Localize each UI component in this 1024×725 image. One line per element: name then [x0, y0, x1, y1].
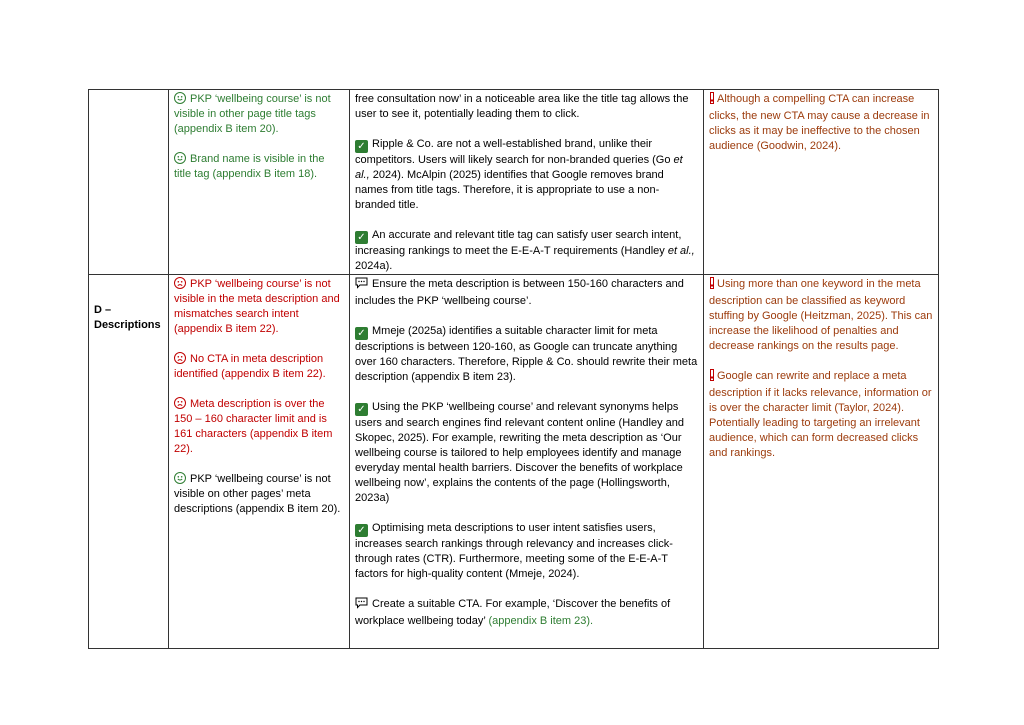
check-icon: ✓ — [355, 524, 368, 537]
issue-item: PKP ‘wellbeing course’ is not visible in the meta description and mismatches search intent (appendix B item 22). — [174, 278, 340, 335]
table-row — [89, 275, 939, 649]
recommendation-item: ✓ Using the PKP ‘wellbeing course’ and relevant synonyms helps users and search engines find relevant content online (Handley and Skopec, 2025). For example, rewriting the meta description as ‘Our wellbeing course is tailored to help employees identify and manage everyday mental health barriers. Discover the benefits of workplace wellbeing now’, explains the contents of the page (Hollingsworth, 2023a) — [355, 401, 684, 504]
recommendations-cell — [350, 90, 704, 275]
check-icon: ✓ — [355, 231, 368, 244]
issue-item: Meta description is over the 150 – 160 character limit and is 161 characters (appendix B item 22). — [174, 398, 333, 455]
issue-item: No CTA in meta description identified (appendix B item 22). — [174, 353, 326, 380]
risks-cell — [704, 90, 939, 275]
recommendation-item: ✓ Ripple & Co. are not a well-established brand, unlike their competitors. Users will likely search for non-branded queries (Go et al., 2024). McAlpin (2025) identifies that Google removes brand names from title tags. Therefore, it is appropriate to use a non-branded title. — [355, 138, 683, 211]
smile-icon — [174, 92, 186, 104]
table-row — [89, 90, 939, 275]
recommendations-cell — [350, 275, 704, 649]
exclamation-icon — [709, 369, 715, 386]
recommendation-item: ✓ An accurate and relevant title tag can satisfy user search intent, increasing rankings to meet the E-E-A-T requirements (Handley et al., 2024a). — [355, 229, 695, 272]
speech-bubble-icon — [355, 277, 368, 294]
seo-audit-table — [88, 89, 939, 649]
speech-bubble-icon — [355, 597, 368, 614]
smile-icon — [174, 152, 186, 164]
recommendation-item: free consultation now’ in a noticeable area like the title tag allows the user to see it, potentially leading them to click. — [355, 93, 689, 120]
issues-cell — [169, 275, 350, 649]
issue-item: Brand name is visible in the title tag (appendix B item 18). — [174, 153, 325, 180]
frown-icon — [174, 397, 186, 409]
exclamation-icon — [709, 277, 715, 294]
issues-cell — [169, 90, 350, 275]
smile-icon — [174, 472, 186, 484]
recommendation-item: ✓ Mmeje (2025a) identifies a suitable character limit for meta descriptions is between 120-160, as Google can truncate anything over 160 characters. Therefore, Ripple & Co. should rewrite their meta description (appendix B item 23). — [355, 325, 698, 383]
recommendation-item: Ensure the meta description is between 150-160 characters and includes the PKP ‘wellbeing course’. — [355, 278, 684, 307]
recommendation-item: Create a suitable CTA. For example, ‘Discover the benefits of workplace wellbeing today’ (appendix B item 23). — [355, 598, 671, 627]
check-icon: ✓ — [355, 327, 368, 340]
recommendation-item: ✓ Optimising meta descriptions to user intent satisfies users, increases search rankings through relevancy and increases click-through rates (CTR). Furthermore, meeting some of the E-E-A-T factors for high-quality content (Mmeje, 2024). — [355, 522, 673, 580]
risk-item: Google can rewrite and replace a meta description if it lacks relevance, information or is over the character limit (Taylor, 2024). Potentially leading to targeting an irrelevant audience, which can form decreased clicks and rankings. — [709, 370, 932, 459]
exclamation-icon — [709, 92, 715, 109]
issue-item: PKP ‘wellbeing course’ is not visible on other pages’ meta descriptions (appendix B item 20). — [174, 473, 341, 515]
category-cell — [89, 90, 169, 275]
frown-icon — [174, 352, 186, 364]
risk-item: Although a compelling CTA can increase clicks, the new CTA may cause a decrease in clicks as it may be ineffective to the chosen audience (Goodwin, 2024). — [709, 93, 930, 152]
check-icon: ✓ — [355, 140, 368, 153]
check-icon: ✓ — [355, 403, 368, 416]
category-cell: D – Descriptions — [89, 275, 169, 649]
risk-item: Using more than one keyword in the meta description can be classified as keyword stuffing by Google (Heitzman, 2025). This can increase the likelihood of penalties and decrease rankings on the results page. — [709, 278, 933, 352]
issue-item: PKP ‘wellbeing course’ is not visible in other page title tags (appendix B item 20). — [174, 93, 331, 135]
frown-icon — [174, 277, 186, 289]
risks-cell — [704, 275, 939, 649]
